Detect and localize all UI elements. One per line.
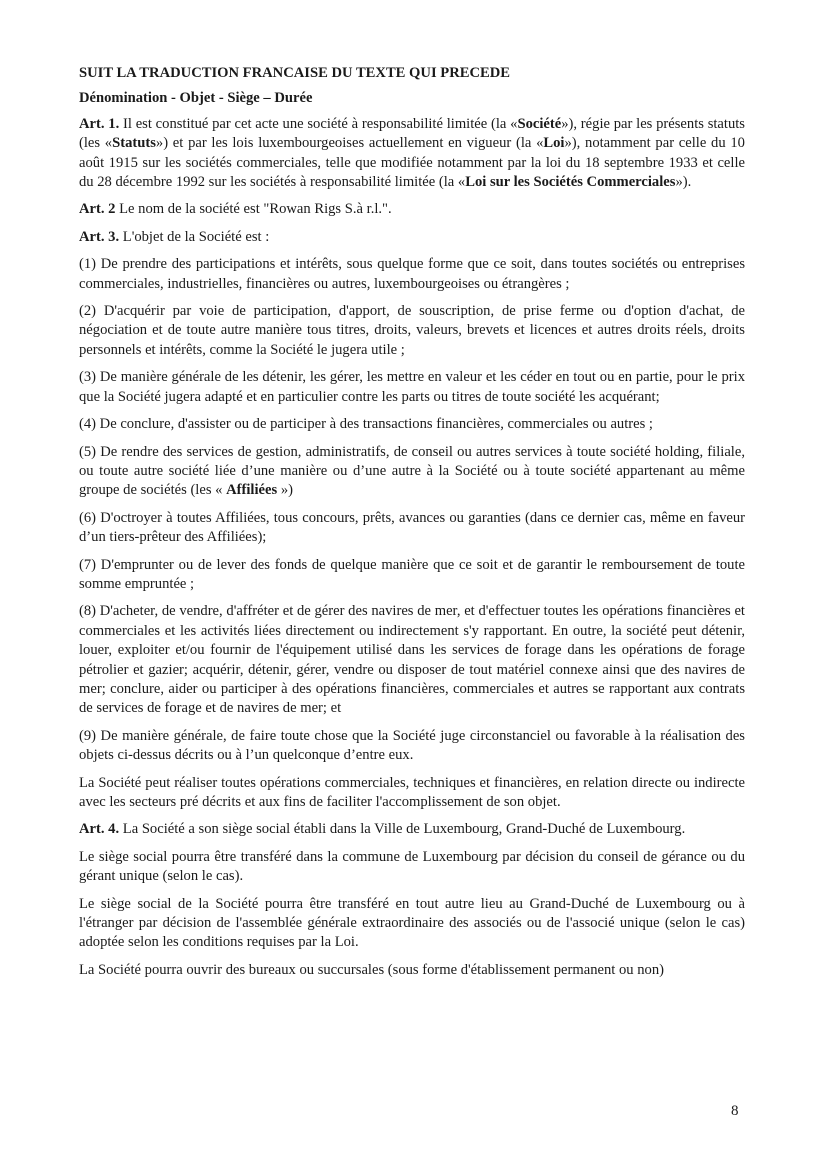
defined-term-societe: Société — [517, 115, 562, 132]
article-3-label: Art. 3. — [79, 228, 120, 245]
article-2 — [79, 200, 745, 219]
document-body — [79, 64, 745, 988]
object-item-5 — [79, 443, 745, 501]
defined-term-loi: Loi — [543, 135, 565, 152]
article-1 — [79, 115, 745, 193]
defined-term-statuts: Statuts — [112, 135, 156, 152]
article-1-text: »), régie par les présents statuts (les « — [79, 115, 745, 152]
defined-term-affiliees: Affiliées — [226, 482, 278, 499]
article-1-label: Art. 1. — [79, 115, 120, 132]
document-title: SUIT LA TRADUCTION FRANCAISE DU TEXTE QUI PRECEDE — [79, 65, 511, 81]
article-4 — [79, 820, 745, 839]
section-heading: Dénomination - Objet - Siège – Durée — [79, 90, 313, 107]
article-1-text: Il est constitué par cet acte une société à responsabilité limitée (la « — [119, 115, 518, 132]
article-1-text: »). — [675, 174, 692, 191]
object-item-6: (6) D'octroyer à toutes Affiliées, tous concours, prêts, avances ou garanties (dans ce dernier cas, même en faveur d’un tiers-prêteur des Affiliées); — [79, 509, 745, 546]
object-item-9: (9) De manière générale, de faire toute chose que la Société juge circonstanciel ou favorable à la réalisation des objets ci-dessus décrits ou à l’un quelconque d’entre eux. — [79, 727, 745, 764]
object-item-8: (8) D'acheter, de vendre, d'affréter et de gérer des navires de mer, et d'effectuer toutes les opérations financières et commerciales et les activités liées directement ou indirectement s'y rapportant. En outre, la société peut détenir, louer, exploiter et/ou fournir de l'équipement utilisé dans les services de forage dans les opérations de forage pétrolier et gazier; acquérir, détenir, gérer, vendre ou disposer de tout matériel connexe ainsi que des navires de mer; conclure, aider ou participer à des opérations financières, commerciales et autres se rapportant aux contrats de services de forage et de navires de mer; et — [79, 603, 745, 717]
defined-term-loi-societes: Loi sur les Sociétés Commerciales — [465, 174, 676, 191]
object-item-5-text: (5) De rendre des services de gestion, administratifs, de conseil ou autres services à toute société holding, filiale, ou toute autre société liée d’une manière ou d’une autre à la Société ou à toute société appartenant au même groupe de sociétés (les « — [79, 443, 745, 499]
article-3 — [79, 228, 745, 247]
object-item-5-end: ») — [277, 482, 293, 499]
article-4-paragraph-4: La Société pourra ouvrir des bureaux ou succursales (sous forme d'établissement permanent ou non) — [79, 961, 664, 978]
page-number: 8 — [731, 1103, 739, 1119]
article-4-paragraph-2: Le siège social pourra être transféré dans la commune de Luxembourg par décision du conseil de gérance ou du gérant unique (selon le cas). — [79, 848, 745, 885]
article-3-text: L'objet de la Société est : — [119, 228, 270, 245]
article-4-paragraph-3: Le siège social de la Société pourra être transféré en tout autre lieu au Grand-Duché de Luxembourg ou à l'étranger par décision de l'assemblée générale extraordinaire des associés ou de l'associé unique (selon le cas) adoptée selon les conditions requises par la Loi. — [79, 895, 745, 951]
article-1-text: ») et par les lois luxembourgeoises actuellement en vigueur (la « — [155, 135, 544, 152]
object-item-1: (1) De prendre des participations et intérêts, sous quelque forme que ce soit, dans toutes sociétés ou entreprises commerciales, industrielles, financières ou autres, luxembourgeoises ou étrangères ; — [79, 256, 745, 292]
object-item-7: (7) D'emprunter ou de lever des fonds de quelque manière que ce soit et de garantir le remboursement de toute somme empruntée ; — [79, 556, 745, 592]
object-item-3: (3) De manière générale de les détenir, les gérer, les mettre en valeur et les céder en tout ou en partie, pour le prix que la Société jugera adapté et en particulier contre les parts ou titres de toute société les acquérant; — [79, 369, 745, 405]
object-item-2: (2) D'acquérir par voie de participation, d'apport, de souscription, de prise ferme ou d'option d'achat, de négociation et de toute autre manière tous titres, droits, valeurs, brevets et licences et autres droits réels, droits personnels et intérêts, comme la Société le jugera utile ; — [79, 303, 745, 358]
article-2-label: Art. 2 — [79, 201, 116, 218]
article-3-closing: La Société peut réaliser toutes opérations commerciales, techniques et financières, en relation directe ou indirecte avec les secteurs pré décrits et aux fins de faciliter l'accomplissement de son objet. — [79, 774, 745, 810]
object-item-4: (4) De conclure, d'assister ou de participer à des transactions financières, commerciales ou autres ; — [79, 416, 653, 433]
article-2-text: Le nom de la société est "Rowan Rigs S.à r.l.". — [115, 201, 392, 218]
article-4-label: Art. 4. — [79, 821, 120, 838]
article-4-text: La Société a son siège social établi dans la Ville de Luxembourg, Grand-Duché de Luxembourg. — [119, 821, 686, 838]
article-1-text: »), notamment par celle du 10 août 1915 sur les sociétés commerciales, telle que modifiée notamment par la loi du 18 septembre 1933 et celle du 28 décembre 1992 sur les sociétés à responsabilité limitée (la « — [79, 135, 745, 191]
